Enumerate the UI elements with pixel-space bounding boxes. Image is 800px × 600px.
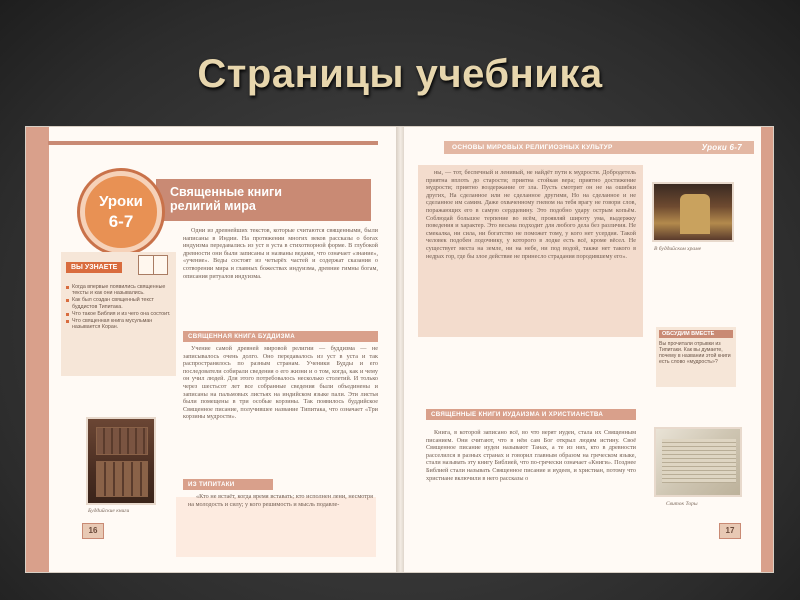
quote-continuation	[426, 169, 636, 334]
photo-caption-temple: В буддийском храме	[654, 246, 702, 252]
right-page	[404, 127, 774, 573]
slide-title: Страницы учебника	[197, 52, 603, 96]
judaism-text: Книга, в которой записано всё, во что верят иудеи, стала их Священным писанием. Они считают, что в нём сам Бог открыл людям истину. Своё Священное писание иудеи называют Танах, а те из них, кто в древности расселился в разных странах и говорил главным образом на греческом языке, стали называть эту книгу Библией, что по-гречески означает «Книги». Позднее Библией стали называть Священное писание и иудеев, и христиан, потому что христиане включили в него рассказы о	[426, 429, 636, 482]
section-heading-buddhism: СВЯЩЕННАЯ КНИГА БУДДИЗМА	[183, 331, 378, 342]
torah-scroll-photo	[654, 427, 742, 497]
tipitaka-quote-text: «Кто не встаёт, когда время вставать; кто исполнен лени, несмотря на молодость и силу; у кого решимость и мысль подавле-	[188, 493, 373, 508]
lesson-number: 6-7	[108, 212, 134, 231]
buddhism-paragraph	[183, 345, 378, 483]
page-number-left: 16	[82, 523, 104, 539]
buddhist-books-photo	[86, 417, 156, 505]
left-page-edge-band	[26, 127, 49, 573]
tipitaka-quote	[188, 493, 373, 533]
lesson-word: Уроки	[99, 193, 143, 210]
you-will-learn-sidebar	[61, 252, 176, 376]
discuss-together-label: ОБСУДИМ ВМЕСТЕ	[659, 330, 733, 338]
running-head-title: ОСНОВЫ МИРОВЫХ РЕЛИГИОЗНЫХ КУЛЬТУР	[452, 144, 613, 151]
chapter-title-line2: религий мира	[170, 199, 256, 213]
discuss-together-box	[656, 327, 736, 387]
bookshelf-row	[96, 461, 148, 497]
learn-list-item: Что священная книга мусульман называется Коран.	[66, 318, 171, 330]
lesson-badge	[80, 171, 162, 253]
scroll-text-lines	[662, 439, 736, 483]
temple-altar	[680, 194, 710, 234]
right-page-edge-band	[761, 127, 774, 573]
chapter-title-line1: Священные книги	[170, 185, 282, 199]
learn-list-item: Как был создан священный текст буддистов Типитака.	[66, 297, 171, 309]
chapter-title-band	[156, 179, 371, 221]
learn-list-item: Когда впервые появились священные тексты и как они назывались.	[66, 284, 171, 296]
left-page	[26, 127, 398, 573]
buddhism-text: Учение самой древней мировой религии — буддизма — не записывалось очень долго. Оно передавалось из уст в уста и так распространялось по разным странам. Ученики Будды и его последователи собирали сведения о его жизни и о том, когда, как и чему он учил людей. Для этого потребовалось несколько столетий. И только через шестьсот лет все собранные сведения были объединены и записаны на пальмовых листьях на индийском языке пали. Эти листья были помещены в три особые корзины. Так появилось буддийское Священное писание, получившее название Типитака, что означает «Три корзины мудрости».	[183, 345, 378, 421]
buddhist-temple-photo	[652, 182, 734, 242]
bookshelf-row	[96, 427, 148, 455]
page-number-right: 17	[719, 523, 741, 539]
intro-paragraph	[183, 227, 378, 327]
section-heading-judaism: СВЯЩЕННЫЕ КНИГИ ИУДАИЗМА И ХРИСТИАНСТВА	[426, 409, 636, 420]
learn-list	[66, 284, 171, 330]
quote-continuation-text: ны, — тот, беспечный и ленивый, не найдёт пути к мудрости. Добродетель приятна вплоть до старости; приятна стойкая вера; приятно достижение мудрости; приятно воздержание от зла. Пусть смотрит он не на ошибки других, На сделанное или не сделанное другими, Но на сделанное и не сделанное им самим. Даже охваченному гневом на тебя врагу не говори слов, поражающих его в самую сердцевину. Это подобно удару острым копьём. Соблюдай большое терпение во всём, проявляй широту ума, выдержку поведения и характер. Это весьма подходит для любого дела без различия. Не смекалка, ни сила, ни богатство не поможет тому, у кого нет усердия. Такой человек подобен лодочнику, у которого в лодке есть всё, кроме вёсел. Не существует места на земле, ни на небе, ни под водой, также нет такого в недрах гор, где бы злое действие не принесло страдания породившему его».	[426, 169, 636, 260]
you-will-learn-label: ВЫ УЗНАЕТЕ	[66, 262, 122, 273]
running-head	[444, 141, 754, 154]
textbook-spread-photo	[25, 126, 774, 573]
intro-text: Одни из древнейших текстов, которые считаются священными, были написаны в Индии. На протяжении многих веков рассказы о богах индуизма передавались из уст в уста в стихотворной форме. В глубокой древности они были записаны и названы ведами, что означает «знание», «учение». Веды состоят из четырёх частей и содержат сказания о сотворении мира и главных божествах индуизма, древние гимны богам, описания ритуалов индуизма.	[183, 227, 378, 280]
learn-list-item: Что такое Библия и из чего она состоит.	[66, 311, 171, 317]
discuss-together-text: Вы прочитали отрывки из Типитаки. Как вы думаете, почему в названии этой книги есть слово «мудрость»?	[659, 341, 731, 365]
section-heading-tipitaka: ИЗ ТИПИТАКИ	[183, 479, 273, 490]
photo-caption-left: Буддийские книги	[88, 508, 130, 514]
left-page-header-strip	[48, 141, 378, 145]
running-head-lessons: Уроки 6-7	[701, 143, 742, 152]
open-book-icon	[138, 255, 168, 275]
judaism-paragraph	[426, 429, 636, 549]
photo-caption-torah: Свиток Торы	[666, 501, 698, 507]
